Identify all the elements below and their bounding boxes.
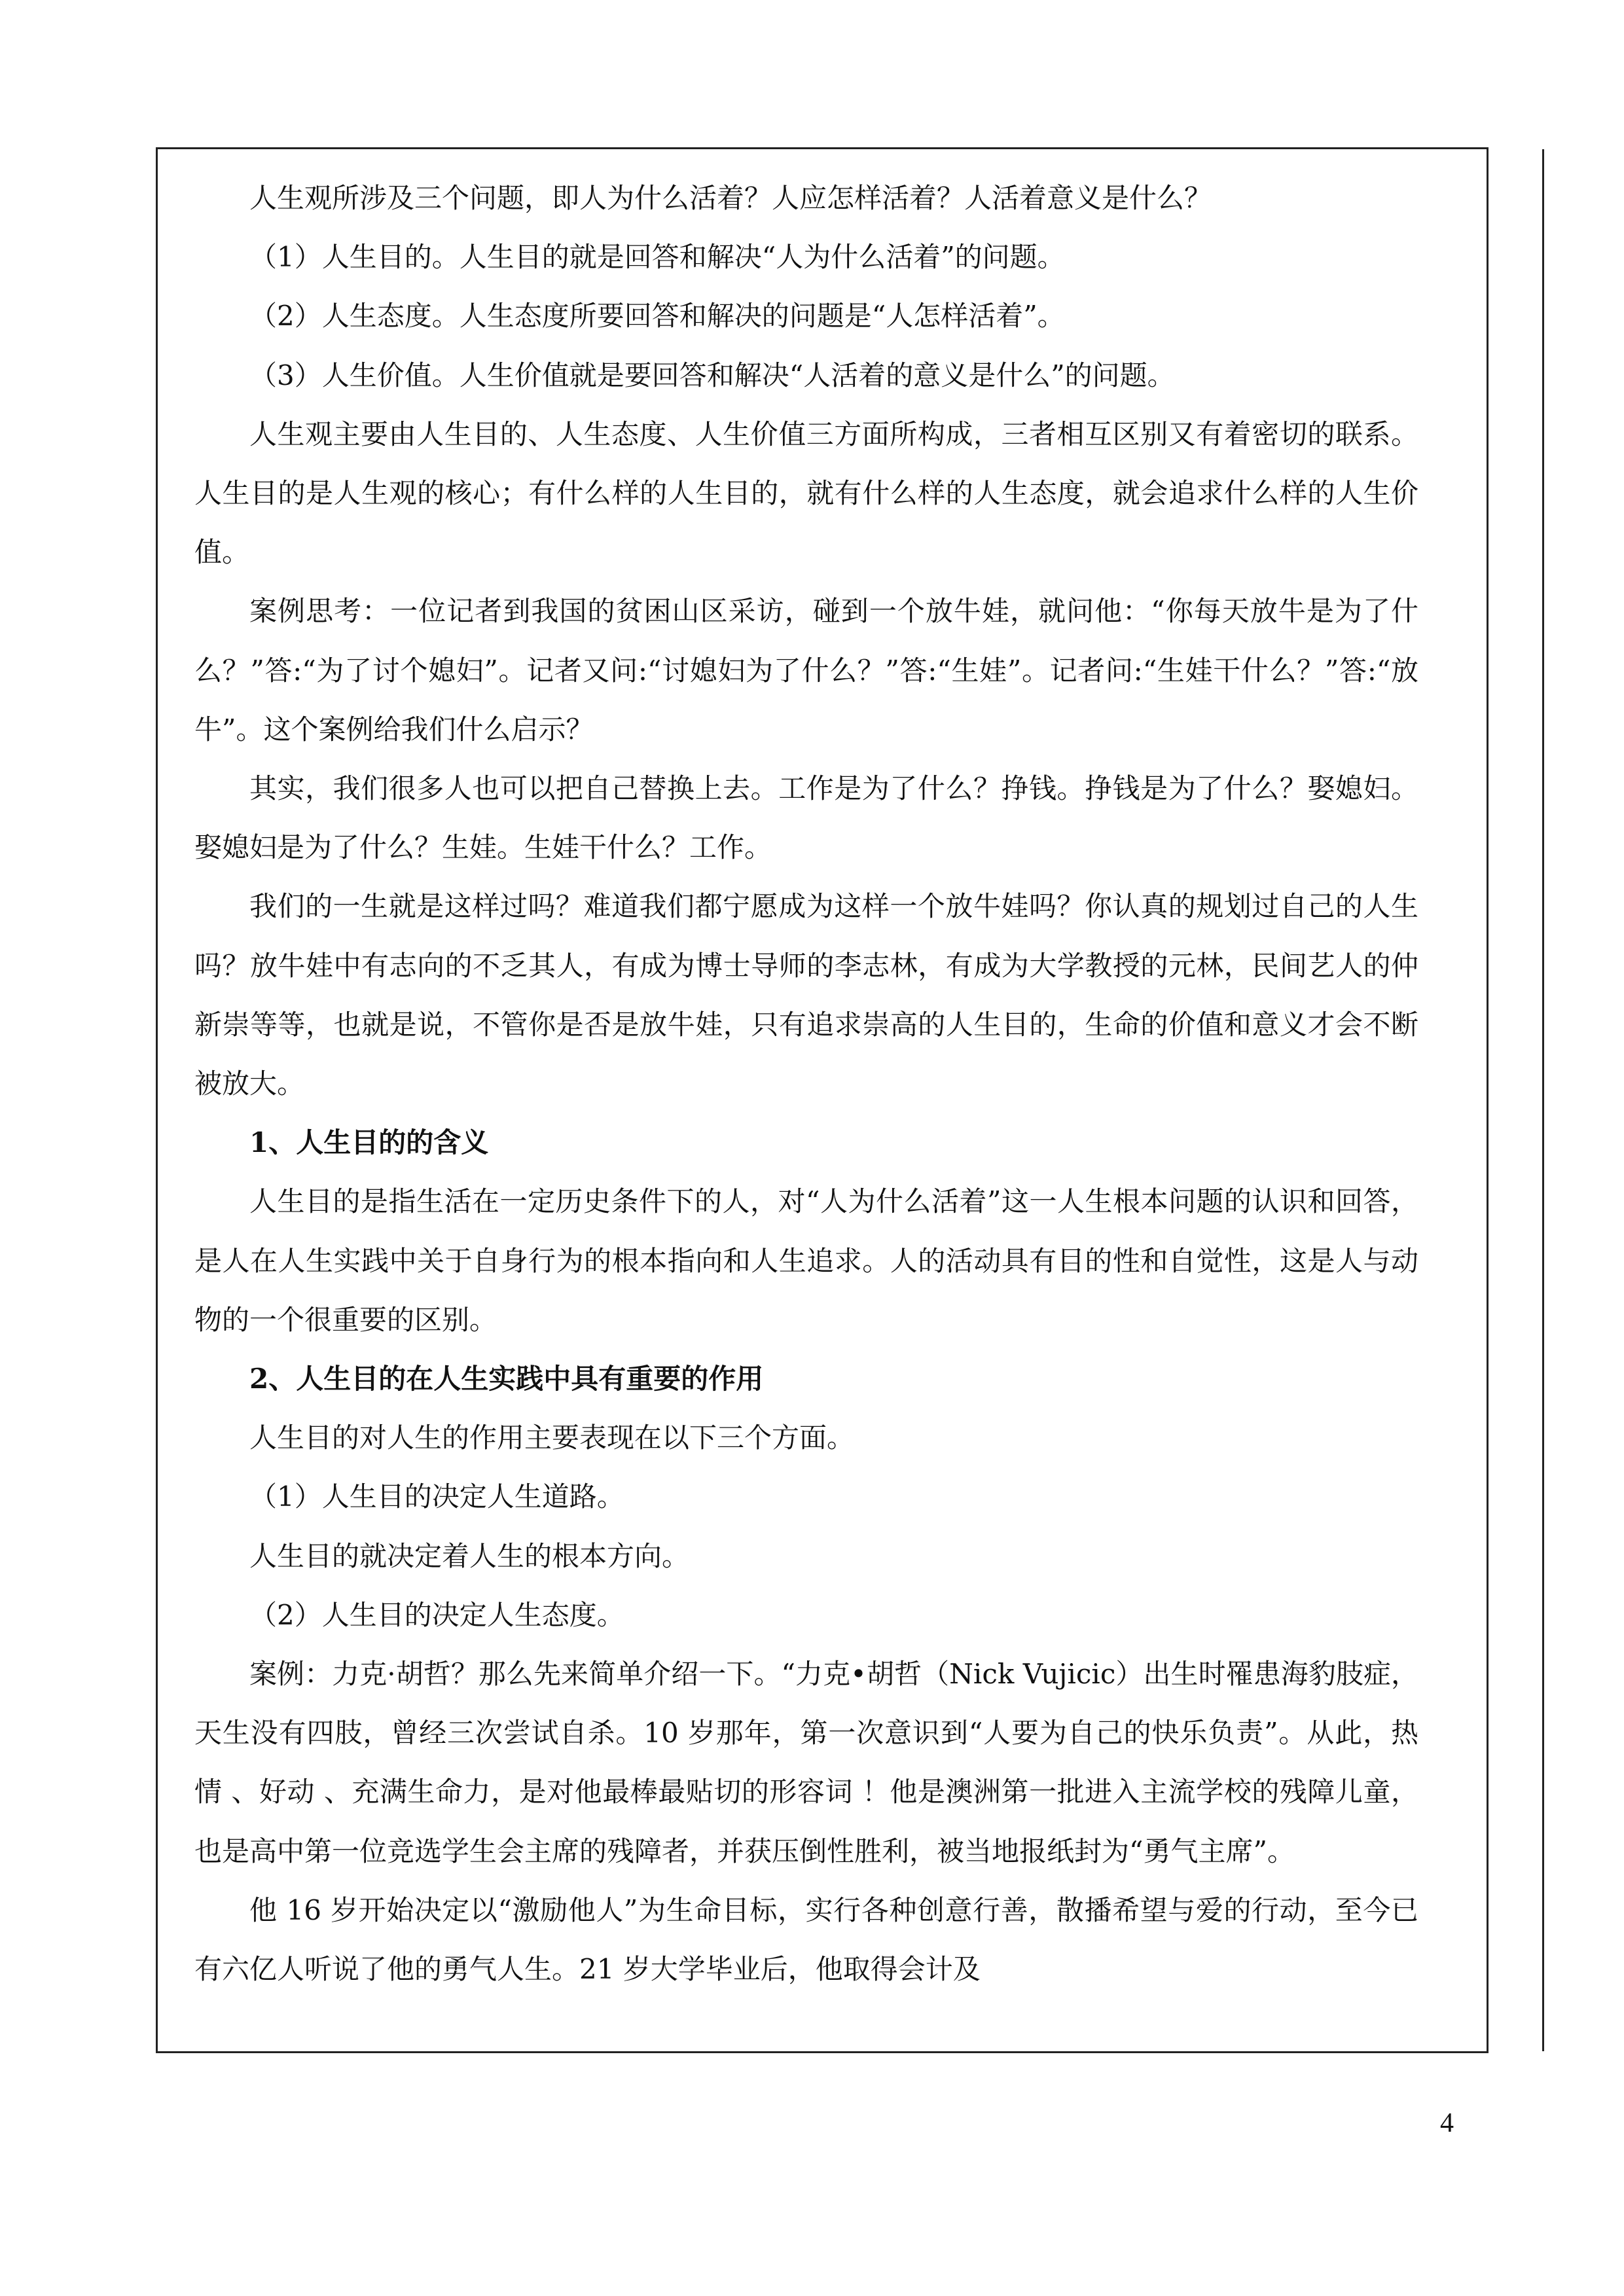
case-paragraph: 案例：力克·胡哲？那么先来简单介绍一下。“力克•胡哲（Nick Vujicic）出生时罹患海豹肢症，天生没有四肢，曾经三次尝试自杀。10 岁那年，第一次意识到“人要为自己的快乐负责”。从此，热情 、好动 、充满生命力，是对他最棒最贴切的形容词 ！他是澳洲第一批进入主流学校的残障儿童，也是高中第一位竞选学生会主席的残障者，并获压倒性胜利，被当地报纸封为“勇气主席”。 (194, 1657, 1418, 1867)
content-table (156, 147, 1489, 2053)
paragraph: （2）人生目的决定人生态度。 (249, 1598, 624, 1631)
paragraph: 人生目的对人生的作用主要表现在以下三个方面。 (249, 1422, 855, 1454)
paragraph: （1）人生目的。人生目的就是回答和解决“人为什么活着”的问题。 (249, 241, 1065, 274)
section-heading: 1、人生目的的含义 (249, 1126, 489, 1159)
paragraph: （2）人生态度。人生态度所要回答和解决的问题是“人怎样活着”。 (249, 300, 1065, 332)
paragraph: 人生目的就决定着人生的根本方向。 (249, 1539, 690, 1572)
paragraph: 其实，我们很多人也可以把自己替换上去。工作是为了什么？挣钱。挣钱是为了什么？娶媳妇。娶媳妇是为了什么？生娃。生娃干什么？工作。 (194, 772, 1418, 864)
paragraph: 他 16 岁开始决定以“激励他人”为生命目标，实行各种创意行善，散播希望与爱的行动，至今已有六亿人听说了他的勇气人生。21 岁大学毕业后，他取得会计及 (194, 1893, 1418, 1985)
case-paragraph: 案例思考：一位记者到我国的贫困山区采访，碰到一个放牛娃，就问他：“你每天放牛是为了什么？”答:“为了讨个媳妇”。记者又问:“讨媳妇为了什么？”答:“生娃”。记者问:“生娃干什么？”答:“放牛”。这个案例给我们什么启示？ (194, 595, 1418, 745)
section-heading: 2、人生目的在人生实践中具有重要的作用 (249, 1362, 764, 1395)
paragraph: （1）人生目的决定人生道路。 (249, 1480, 624, 1513)
page-number: 4 (1440, 2108, 1454, 2138)
paragraph: 人生观所涉及三个问题，即人为什么活着？人应怎样活着？人活着意义是什么？ (249, 182, 1212, 214)
paragraph: 我们的一生就是这样过吗？难道我们都宁愿成为这样一个放牛娃吗？你认真的规划过自己的人生吗？放牛娃中有志向的不乏其人，有成为博士导师的李志林，有成为大学教授的元林，民间艺人的仲新崇等等，也就是说，不管你是否是放牛娃，只有追求崇高的人生目的，生命的价值和意义才会不断被放大。 (194, 890, 1418, 1100)
paragraph: （3）人生价值。人生价值就是要回答和解决“人活着的意义是什么”的问题。 (249, 359, 1175, 391)
notes-column-divider (1542, 149, 1544, 2051)
main-text-cell (158, 169, 1418, 1999)
paragraph: 人生目的是指生活在一定历史条件下的人，对“人为什么活着”这一人生根本问题的认识和回答，是人在人生实践中关于自身行为的根本指向和人生追求。人的活动具有目的性和自觉性，这是人与动物的一个很重要的区别。 (194, 1185, 1418, 1336)
paragraph: 人生观主要由人生目的、人生态度、人生价值三方面所构成，三者相互区别又有着密切的联系。人生目的是人生观的核心；有什么样的人生目的，就有什么样的人生态度，就会追求什么样的人生价值。 (194, 418, 1418, 569)
